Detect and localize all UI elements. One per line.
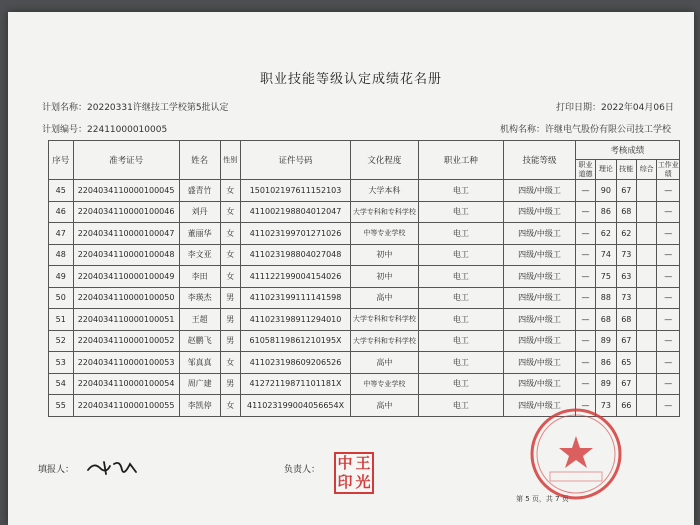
cell-id-no: 41272119871101181X bbox=[240, 373, 350, 395]
cell-gender: 男 bbox=[220, 309, 240, 331]
cell-exam-no: 220403411000010004​5 bbox=[73, 180, 179, 202]
page-number: 第 5 页，共 7 页 bbox=[516, 495, 569, 503]
cell-comprehensive bbox=[636, 330, 656, 352]
table-row bbox=[49, 201, 680, 223]
cell-theory: 89 bbox=[596, 330, 616, 352]
cell-theory: 73 bbox=[596, 395, 616, 417]
cell-level: 四级/中级工 bbox=[504, 287, 575, 309]
cell-seq: 49 bbox=[49, 266, 74, 288]
cell-comprehensive bbox=[636, 395, 656, 417]
cell-name: 赵鹏飞 bbox=[179, 330, 220, 352]
cell-comprehensive bbox=[636, 180, 656, 202]
plan-name-field bbox=[42, 100, 229, 113]
cell-gender: 女 bbox=[220, 223, 240, 245]
cell-name: 董丽华 bbox=[179, 223, 220, 245]
cell-education: 高中 bbox=[351, 352, 418, 374]
cell-ethics: — bbox=[575, 373, 595, 395]
cell-name: 邹真真 bbox=[179, 352, 220, 374]
header-trade: 职业工种 bbox=[418, 141, 504, 180]
plan-no-value: 22411000010005 bbox=[87, 125, 168, 135]
cell-gender: 女 bbox=[220, 266, 240, 288]
cell-level: 四级/中级工 bbox=[504, 223, 575, 245]
cell-exam-no: 2204034110000100052 bbox=[73, 330, 179, 352]
cell-education: 大学专科和专科学校 bbox=[351, 309, 418, 331]
cell-skill: 67 bbox=[616, 180, 636, 202]
cell-comprehensive bbox=[636, 287, 656, 309]
header-skill: 技能 bbox=[616, 160, 636, 180]
print-date-field bbox=[556, 100, 674, 113]
cell-ethics: — bbox=[575, 201, 595, 223]
cell-comprehensive bbox=[636, 201, 656, 223]
cell-seq: 55 bbox=[49, 395, 74, 417]
cell-trade: 电工 bbox=[418, 223, 504, 245]
table-row bbox=[49, 373, 680, 395]
cell-comprehensive bbox=[636, 223, 656, 245]
print-date-label: 打印日期： bbox=[556, 103, 602, 113]
cell-work: — bbox=[657, 201, 680, 223]
cell-level: 四级/中级工 bbox=[504, 201, 575, 223]
cell-theory: 74 bbox=[596, 244, 616, 266]
header-comprehensive: 综合 bbox=[636, 160, 656, 180]
cell-name: 刘丹 bbox=[179, 201, 220, 223]
cell-exam-no: 2204034110000100050 bbox=[73, 287, 179, 309]
cell-gender: 男 bbox=[220, 330, 240, 352]
cell-ethics: — bbox=[575, 244, 595, 266]
cell-seq: 50 bbox=[49, 287, 74, 309]
cell-skill: 68 bbox=[616, 201, 636, 223]
cell-id-no: 411023198609206526 bbox=[240, 352, 350, 374]
header-education: 文化程度 bbox=[351, 141, 418, 180]
header-work-achievement: 工作业绩 bbox=[657, 160, 679, 178]
org-value: 许继电气股份有限公司技工学校 bbox=[545, 125, 672, 135]
table-row bbox=[49, 244, 680, 266]
cell-gender: 女 bbox=[220, 201, 240, 223]
header-theory: 理论 bbox=[596, 160, 616, 180]
table-row bbox=[49, 180, 680, 202]
cell-work: — bbox=[657, 180, 680, 202]
header-gender: 性别 bbox=[220, 141, 240, 180]
cell-name: 李凯停 bbox=[179, 395, 220, 417]
roster-document bbox=[8, 12, 694, 525]
cell-skill: 65 bbox=[616, 352, 636, 374]
document-title: 职业技能等级认定成绩花名册 bbox=[259, 72, 442, 87]
cell-exam-no: 2204034110000100053 bbox=[73, 352, 179, 374]
cell-exam-no: 2204034110000100049 bbox=[73, 266, 179, 288]
cell-work: — bbox=[657, 373, 680, 395]
cell-level: 四级/中级工 bbox=[504, 180, 575, 202]
cell-seq: 46 bbox=[49, 201, 74, 223]
cell-education: 大学本科 bbox=[351, 180, 418, 202]
cell-theory: 75 bbox=[596, 266, 616, 288]
cell-gender: 女 bbox=[220, 395, 240, 417]
cell-level: 四级/中级工 bbox=[504, 244, 575, 266]
cell-id-no: 411023199701271026 bbox=[240, 223, 350, 245]
cell-work: — bbox=[657, 223, 680, 245]
cell-trade: 电工 bbox=[418, 395, 504, 417]
cell-gender: 女 bbox=[220, 244, 240, 266]
cell-skill: 63 bbox=[616, 266, 636, 288]
cell-comprehensive bbox=[636, 373, 656, 395]
cell-work: — bbox=[657, 244, 680, 266]
cell-name: 王超 bbox=[179, 309, 220, 331]
cell-theory: 68 bbox=[596, 309, 616, 331]
cell-skill: 68 bbox=[616, 309, 636, 331]
plan-no-field bbox=[42, 122, 167, 135]
cell-work: — bbox=[657, 309, 680, 331]
header-level: 技能等级 bbox=[504, 141, 575, 180]
cell-gender: 男 bbox=[220, 287, 240, 309]
cell-trade: 电工 bbox=[418, 287, 504, 309]
cell-exam-no: 2204034110000100051 bbox=[73, 309, 179, 331]
header-exam-no: 准考证号 bbox=[73, 141, 179, 180]
cell-level: 四级/中级工 bbox=[504, 309, 575, 331]
cell-gender: 女 bbox=[220, 352, 240, 374]
cell-theory: 62 bbox=[596, 223, 616, 245]
filler-label: 填报人： bbox=[38, 465, 75, 475]
cell-trade: 电工 bbox=[418, 201, 504, 223]
table-row bbox=[49, 352, 680, 374]
cell-level: 四级/中级工 bbox=[504, 330, 575, 352]
grades-table bbox=[48, 140, 680, 417]
cell-theory: 90 bbox=[596, 180, 616, 202]
cell-level: 四级/中级工 bbox=[504, 352, 575, 374]
cell-theory: 89 bbox=[596, 373, 616, 395]
cell-level: 四级/中级工 bbox=[504, 395, 575, 417]
header-id-no: 证件号码 bbox=[240, 141, 350, 180]
cell-level: 四级/中级工 bbox=[504, 373, 575, 395]
cell-id-no: 411023199004056654X bbox=[240, 395, 350, 417]
cell-id-no: 411002198804012047 bbox=[240, 201, 350, 223]
cell-education: 高中 bbox=[351, 395, 418, 417]
cell-skill: 67 bbox=[616, 373, 636, 395]
cell-seq: 47 bbox=[49, 223, 74, 245]
cell-id-no: 61058119861210195X bbox=[240, 330, 350, 352]
cell-exam-no: 2204034110000100055 bbox=[73, 395, 179, 417]
cell-trade: 电工 bbox=[418, 266, 504, 288]
cell-theory: 86 bbox=[596, 352, 616, 374]
header-seq: 序号 bbox=[49, 141, 74, 180]
cell-trade: 电工 bbox=[418, 373, 504, 395]
cell-seq: 48 bbox=[49, 244, 74, 266]
cell-exam-no: 2204034110000100048 bbox=[73, 244, 179, 266]
cell-education: 大学专科和专科学校 bbox=[351, 201, 418, 223]
cell-level: 四级/中级工 bbox=[504, 266, 575, 288]
cell-ethics: — bbox=[575, 330, 595, 352]
cell-exam-no: 2204034110000100047 bbox=[73, 223, 179, 245]
cell-work: — bbox=[657, 330, 680, 352]
cell-education: 初中 bbox=[351, 244, 418, 266]
cell-trade: 电工 bbox=[418, 330, 504, 352]
cell-ethics: — bbox=[575, 395, 595, 417]
cell-name: 周广建 bbox=[179, 373, 220, 395]
cell-seq: 54 bbox=[49, 373, 74, 395]
cell-comprehensive bbox=[636, 244, 656, 266]
cell-id-no: 411023198804027048 bbox=[240, 244, 350, 266]
table-row bbox=[49, 287, 680, 309]
header-name: 姓名 bbox=[179, 141, 220, 180]
cell-skill: 66 bbox=[616, 395, 636, 417]
cell-name: 李田 bbox=[179, 266, 220, 288]
cell-trade: 电工 bbox=[418, 352, 504, 374]
official-round-seal-icon bbox=[528, 406, 624, 502]
plan-name-label: 计划名称： bbox=[42, 103, 88, 113]
cell-ethics: — bbox=[575, 287, 595, 309]
cell-skill: 73 bbox=[616, 287, 636, 309]
cell-trade: 电工 bbox=[418, 180, 504, 202]
cell-name: 李瑛杰 bbox=[179, 287, 220, 309]
cell-exam-no: 2204034110000100054 bbox=[73, 373, 179, 395]
cell-theory: 88 bbox=[596, 287, 616, 309]
cell-ethics: — bbox=[575, 180, 595, 202]
seal-char-2: 王 bbox=[355, 454, 371, 472]
cell-id-no: 411023198911294010 bbox=[240, 309, 350, 331]
cell-skill: 62 bbox=[616, 223, 636, 245]
seal-char-4: 光 bbox=[355, 473, 371, 491]
cell-seq: 53 bbox=[49, 352, 74, 374]
cell-skill: 67 bbox=[616, 330, 636, 352]
seal-char-3: 印 bbox=[337, 473, 353, 491]
table-row bbox=[49, 309, 680, 331]
cell-name: 盛青竹 bbox=[179, 180, 220, 202]
cell-work: — bbox=[657, 352, 680, 374]
cell-gender: 女 bbox=[220, 180, 240, 202]
cell-education: 中等专业学校 bbox=[351, 373, 418, 395]
cell-ethics: — bbox=[575, 223, 595, 245]
cell-id-no: 150102197611152103 bbox=[240, 180, 350, 202]
cell-education: 高中 bbox=[351, 287, 418, 309]
plan-name-value: 20220331许继技工学校第5批认定 bbox=[87, 103, 229, 113]
cell-education: 大学专科和专科学校 bbox=[351, 330, 418, 352]
org-field bbox=[500, 122, 671, 135]
cell-seq: 52 bbox=[49, 330, 74, 352]
cell-id-no: 411122199004154026 bbox=[240, 266, 350, 288]
cell-seq: 45 bbox=[49, 180, 74, 202]
cell-education: 初中 bbox=[351, 266, 418, 288]
cell-seq: 51 bbox=[49, 309, 74, 331]
cell-work: — bbox=[657, 266, 680, 288]
header-scores-group: 考核成绩 bbox=[575, 141, 679, 160]
cell-theory: 86 bbox=[596, 201, 616, 223]
cell-comprehensive bbox=[636, 352, 656, 374]
cell-name: 李文亚 bbox=[179, 244, 220, 266]
cell-id-no: 411023199111141598 bbox=[240, 287, 350, 309]
cell-work: — bbox=[657, 287, 680, 309]
table-row bbox=[49, 330, 680, 352]
cell-comprehensive bbox=[636, 266, 656, 288]
cell-work: — bbox=[657, 395, 680, 417]
cell-comprehensive bbox=[636, 309, 656, 331]
cell-skill: 73 bbox=[616, 244, 636, 266]
print-date-value: 2022年04月06日 bbox=[601, 103, 674, 113]
cell-ethics: — bbox=[575, 352, 595, 374]
table-row bbox=[49, 266, 680, 288]
cell-trade: 电工 bbox=[418, 244, 504, 266]
cell-ethics: — bbox=[575, 309, 595, 331]
seal-char-1: 中 bbox=[337, 454, 353, 472]
cell-ethics: — bbox=[575, 266, 595, 288]
cell-trade: 电工 bbox=[418, 309, 504, 331]
org-label: 机构名称： bbox=[500, 125, 546, 135]
handwritten-signature bbox=[84, 456, 142, 478]
plan-no-label: 计划编号： bbox=[42, 125, 88, 135]
responsible-label: 负责人： bbox=[284, 465, 321, 475]
cell-exam-no: 2204034110000100046 bbox=[73, 201, 179, 223]
cell-education: 中等专业学校 bbox=[351, 223, 418, 245]
cell-gender: 男 bbox=[220, 373, 240, 395]
table-row bbox=[49, 223, 680, 245]
header-ethics: 职业道德 bbox=[575, 160, 595, 180]
personal-name-seal bbox=[334, 452, 374, 494]
